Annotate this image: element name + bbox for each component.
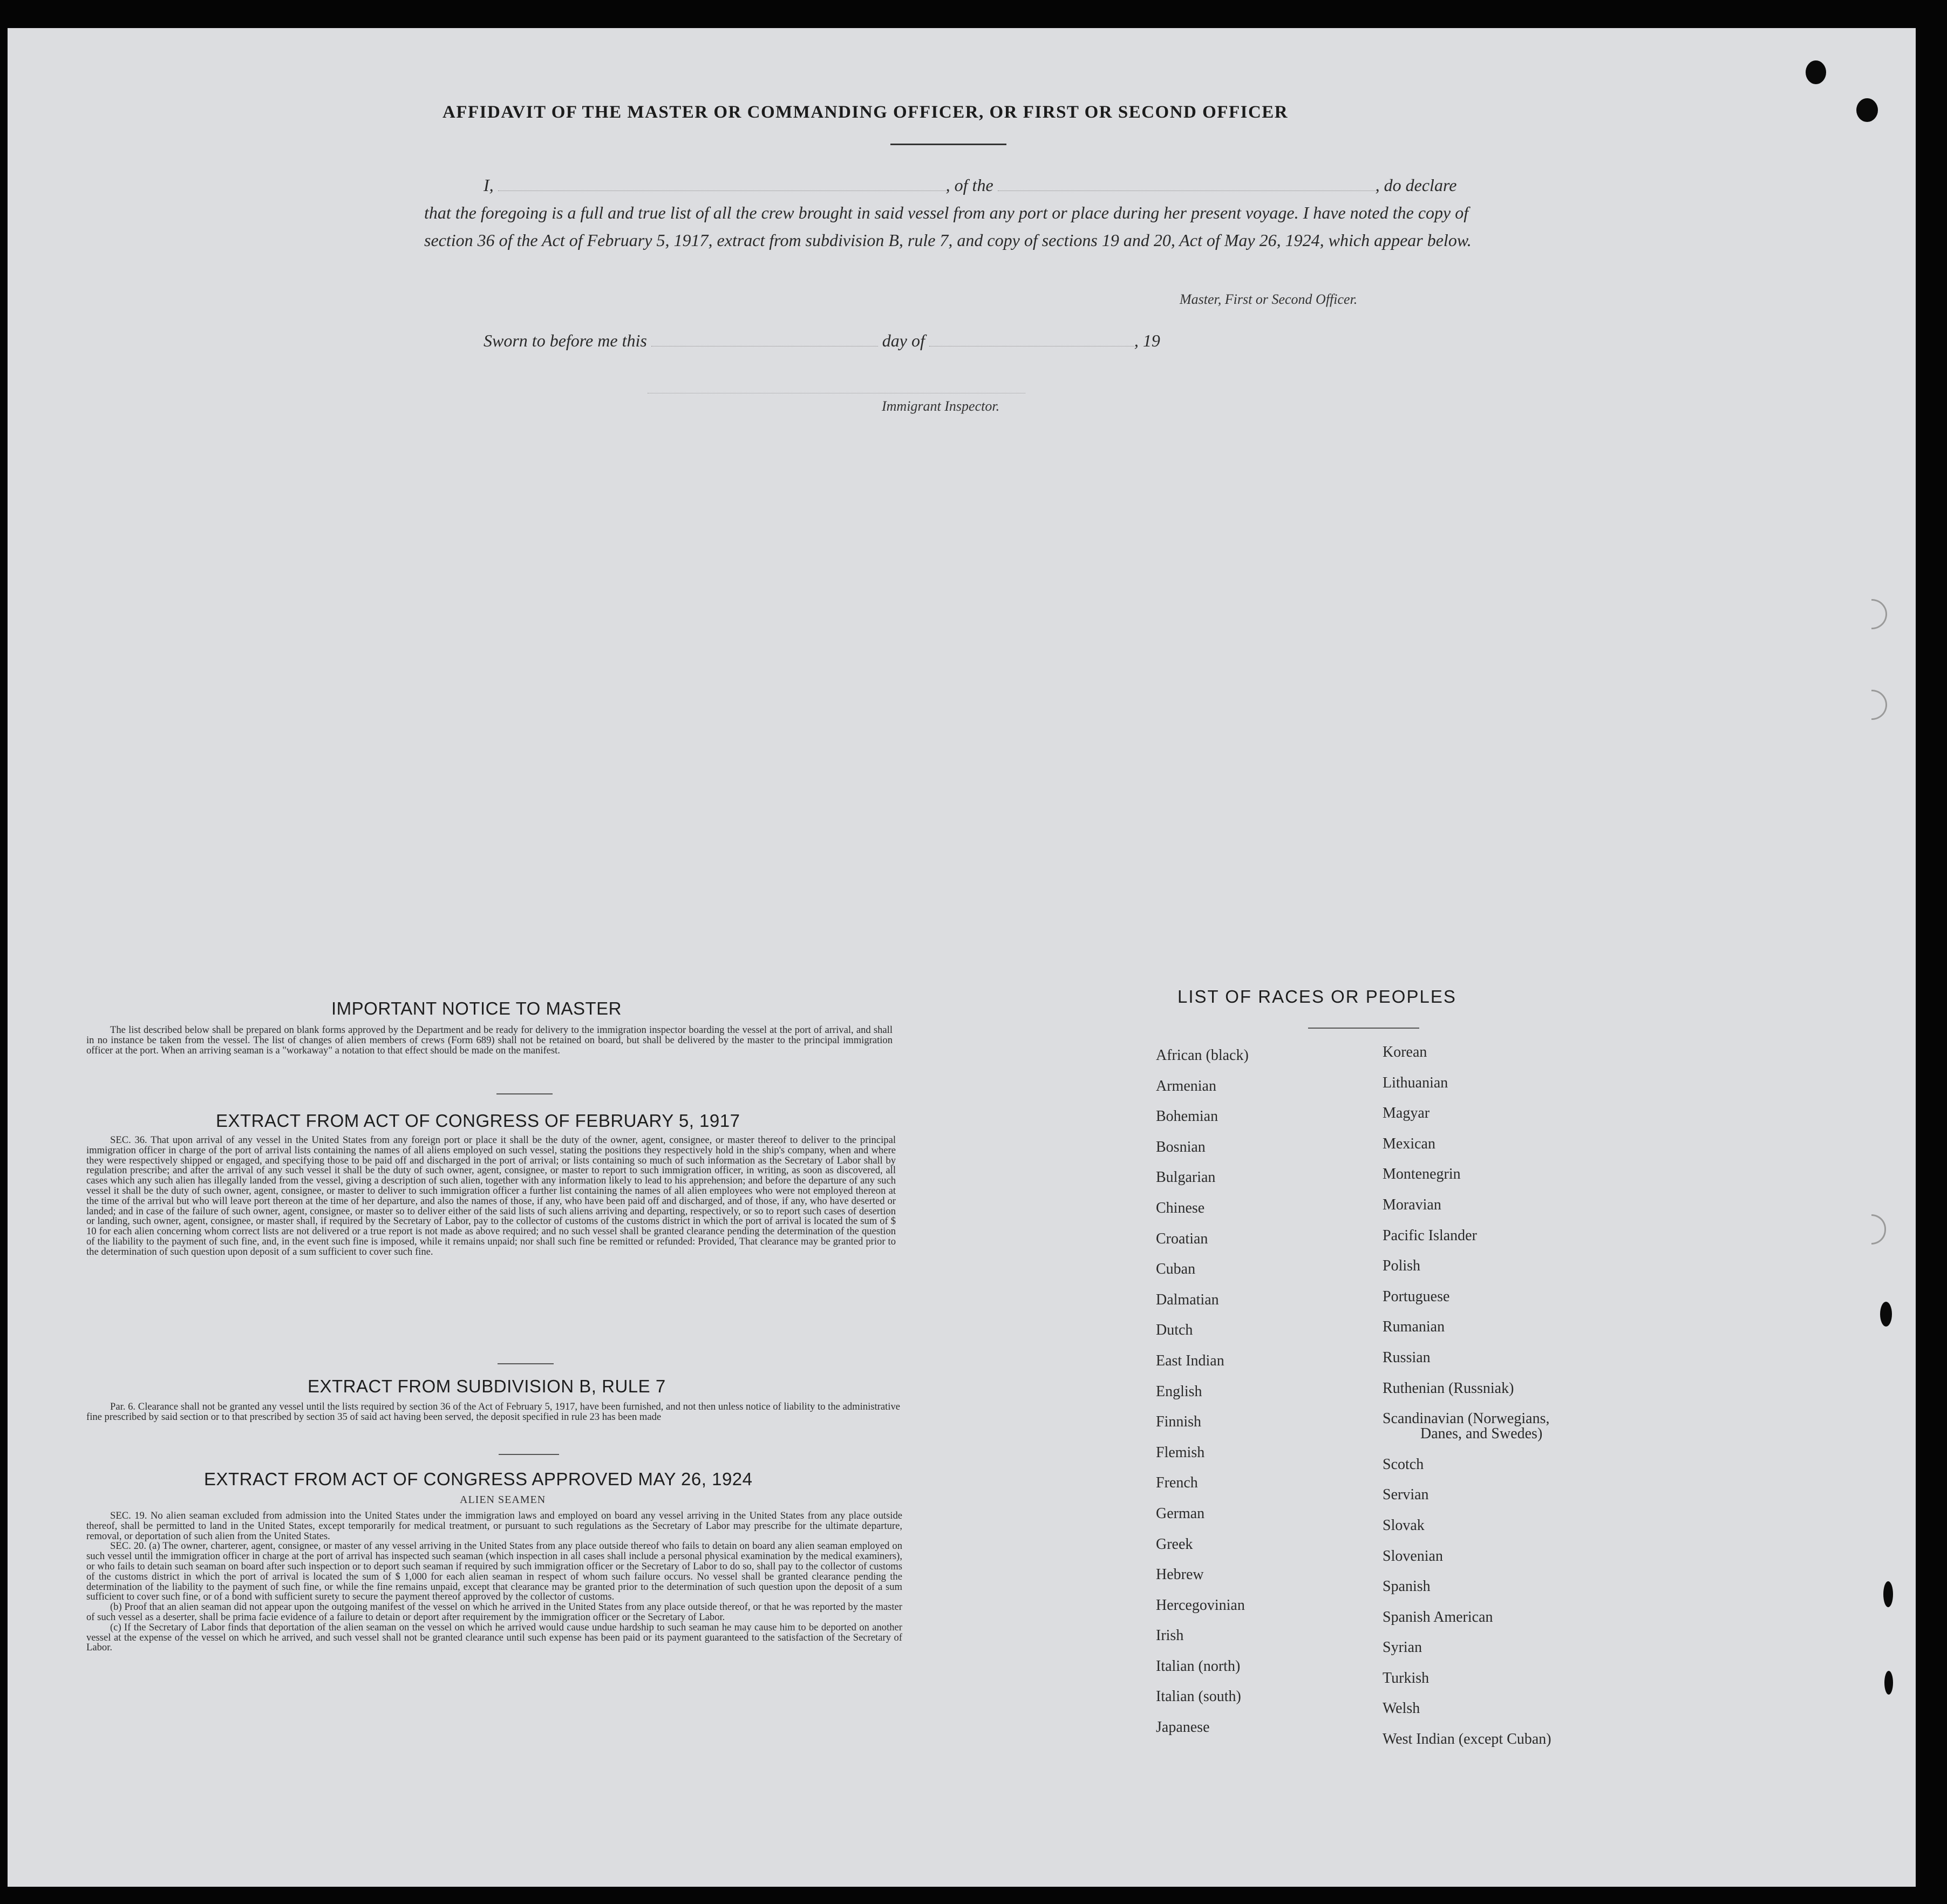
races-left-column — [1156, 1047, 1249, 1750]
punch-hole-mark — [1856, 98, 1878, 122]
sworn-label: Sworn to before me this — [484, 331, 647, 350]
race-item: Danes, and Swedes) — [1420, 1425, 1543, 1443]
section-19: SEC. 19. No alien seaman excluded from admission into the United States under the immigration laws and employed on board any vessel arriving in the United States from any place outside thereof, shall be permitted to land in the United States, except temporarily for medical treatment, or pursuant to such regulations as the Secretary of Labor may prescribe for the ultimate departure, removal, or deportation of such alien from the United States. — [86, 1510, 902, 1542]
race-item: Moravian — [1383, 1196, 1441, 1213]
extract-1917-body: SEC. 36. That upon arrival of any vessel in the United States from any foreign port or place it shall be the duty of the owner, agent, consignee, or master thereof to deliver to the principal immigration officer in charge of the port of arrival lists containing the names of all aliens employed on such vessel, stating the positions they respectively hold in the ship's company, when and where they were respectively shipped or engaged, and specifying those to be paid off and discharged in the port of arrival; or lists containing so much of such information as the Secretary of Labor shall by regulation prescribe; and after the arrival of any such vessel it shall be the duty of such owner, agent, consignee, or master to report to such immigration officer, in writing, as soon as discovered, all cases which any such alien has illegally landed from the vessel, giving a description of such alien, together with any information likely to lead to his apprehension; and before the departure of any such vessel it shall be the duty of such owner, agent, consignee, or master to deliver to such immigration officer a further list containing the names of all alien employees who were not employed thereon at the time of the arrival but who will leave port thereon at the time of her departure, and also the names of those, if any, who have been paid off and discharged, and of those, if any, who have deserted or landed; and in case of the failure of such owner, agent, consignee, or master so to deliver either of the said lists of such aliens arriving and departing, respectively, or so to report such cases of desertion or landing, such owner, agent, consignee, or master shall, if required by the Secretary of Labor, pay to the collector of customs of the customs district in which the port of arrival is located the sum of $ 10 for each alien concerning whom correct lists are not delivered or a true report is not made as above required; and no such vessel shall be granted clearance pending the determination of the question of the liability to the payment of such fine, and, in the event such fine is imposed, while it remains unpaid; nor shall such fine be remitted or refunded: Provided, That clearance may be granted prior to the determination of such question upon deposit of a sum sufficient to cover such fine. — [86, 1134, 896, 1257]
punch-hole-mark — [1880, 1302, 1892, 1327]
race-item: Slovenian — [1383, 1547, 1443, 1565]
race-item: Armenian — [1156, 1077, 1216, 1094]
extract-1917-title: EXTRACT FROM ACT OF CONGRESS OF FEBRUARY 5, 1917 — [216, 1111, 740, 1131]
race-item: French — [1156, 1474, 1198, 1492]
race-item: Flemish — [1156, 1444, 1205, 1461]
race-item: Finnish — [1156, 1413, 1202, 1431]
sworn-month-field[interactable] — [929, 329, 1134, 346]
affidavit-title: AFFIDAVIT OF THE MASTER OR COMMANDING OFFICER, OR FIRST OR SECOND OFFICER — [443, 103, 1289, 122]
section-20b: (b) Proof that an alien seaman did not appear upon the outgoing manifest of the vessel on which he arrived in the United States from any place outside thereof, or that he was reported by the master of such vessel as a deserter, shall be prima facie evidence of a failure to detain or deport after requirement by the immigration officer or the Secretary of Labor. — [86, 1601, 902, 1623]
notice-body: The list described below shall be prepared on blank forms approved by the Department and be ready for delivery to the immigration inspector boarding the vessel at the port of arrival, and shall in no instance be taken from the vessel. The list of changes of alien members of crews (Form 689) shall not be retained on board, but shall be delivered by the master to the principal immigration officer at the port. When an arriving seaman is a "workaway" a notation to that effect should be made on the manifest. — [86, 1024, 893, 1056]
race-item: Korean — [1383, 1044, 1427, 1060]
race-item: Croatian — [1156, 1230, 1208, 1247]
section-divider — [496, 1093, 553, 1094]
race-item: Ruthenian (Russniak) — [1383, 1379, 1514, 1397]
of-the-label: , of the — [945, 175, 993, 195]
race-item: East Indian — [1156, 1352, 1224, 1369]
notice-title: IMPORTANT NOTICE TO MASTER — [331, 998, 622, 1018]
race-item: Italian (north) — [1156, 1657, 1241, 1675]
race-item: Russian — [1383, 1349, 1431, 1366]
do-declare-label: , do declare — [1375, 175, 1457, 195]
race-item: Italian (south) — [1156, 1688, 1241, 1705]
race-item: Turkish — [1383, 1669, 1429, 1687]
race-item: German — [1156, 1505, 1205, 1522]
race-item: Bohemian — [1156, 1108, 1218, 1125]
vessel-field[interactable] — [998, 173, 1376, 191]
race-item: Montenegrin — [1383, 1166, 1461, 1183]
signer-label: Master, First or Second Officer. — [1180, 291, 1358, 307]
race-item: Spanish — [1383, 1578, 1431, 1595]
race-item: Magyar — [1383, 1105, 1430, 1122]
race-item: Dalmatian — [1156, 1291, 1219, 1308]
race-item: Lithuanian — [1383, 1074, 1448, 1091]
race-item: Welsh — [1383, 1700, 1420, 1717]
section-20a: SEC. 20. (a) The owner, charterer, agent, consignee, or master of any vessel arriving in the United States from any place outside thereof who fails to detain on board any alien seaman employed on such vessel until the immigration officer in charge at the port of arrival has inspected such seaman (which inspection in all cases shall include a personal physical examination by the medical examiners), or who fails to detain such seaman on board after such inspection or to deport such seaman if required by such immigration officer or the Secretary of Labor to do so, shall pay to the collector of customs of the customs district in which the port of arrival is located the sum of $ 1,000 for each alien seaman in respect of whom such failure occurs. No vessel shall be granted clearance pending the determination of the liability to the payment of such fine, or while the fine remains unpaid, except that clearance may be granted prior to the determination of such question upon the deposit of a sum sufficient to cover such fine, or of a bond with sufficient surety to secure the payment thereof approved by the collector of customs. — [86, 1540, 902, 1603]
race-item: Dutch — [1156, 1322, 1193, 1339]
race-item: Japanese — [1156, 1719, 1210, 1736]
declaration-line — [424, 172, 1482, 199]
race-item: Bulgarian — [1156, 1169, 1216, 1186]
section-20c: (c) If the Secretary of Labor finds that deportation of the alien seaman on the vessel on which he arrived would cause undue hardship to such seaman he may cause him to be deported on another vessel at the expense of the vessel on which he arrived, and such vessel shall not be granted clearance until such expense has been paid or its payment guaranteed to the satisfaction of the Secretary of Labor. — [86, 1621, 902, 1654]
race-item: Cuban — [1156, 1261, 1196, 1278]
race-item: English — [1156, 1383, 1202, 1400]
inspector-label: Immigrant Inspector. — [882, 398, 1000, 414]
race-item: Bosnian — [1156, 1138, 1206, 1155]
race-item: Pacific Islander — [1383, 1227, 1477, 1244]
title-divider — [890, 144, 1006, 145]
extract-rule7-body: Par. 6. Clearance shall not be granted any vessel until the lists required by section 36 of the Act of February 5, 1917, have been furnished, and not then unless notice of liability to the administrative fine prescribed by said section or to that prescribed by section 35 of said act having been served, the deposit specified in rule 23 has been made — [86, 1401, 900, 1423]
races-divider — [1308, 1028, 1419, 1029]
race-item: Spanish American — [1383, 1608, 1493, 1626]
race-item: Scotch — [1383, 1456, 1424, 1473]
race-item: Portuguese — [1383, 1288, 1450, 1305]
race-item: Syrian — [1383, 1639, 1422, 1656]
race-item: Chinese — [1156, 1199, 1205, 1216]
extract-1924-subtitle: ALIEN SEAMEN — [460, 1494, 546, 1506]
race-item: West Indian (except Cuban) — [1383, 1731, 1551, 1748]
race-item: Hercegovinian — [1156, 1596, 1245, 1614]
race-item: Hebrew — [1156, 1566, 1204, 1583]
punch-hole-mark — [1806, 60, 1826, 84]
day-of-label: day of — [882, 331, 925, 350]
extract-rule7-title: EXTRACT FROM SUBDIVISION B, RULE 7 — [308, 1376, 666, 1396]
races-title: LIST OF RACES OR PEOPLES — [1177, 987, 1456, 1007]
race-item: Greek — [1156, 1535, 1193, 1553]
extract-1924-body — [86, 1511, 902, 1653]
i-label: I, — [484, 175, 494, 195]
section-divider — [499, 1454, 559, 1455]
declaration-body: that the foregoing is a full and true list of all the crew brought in said vessel from any port or place during her present voyage. I have noted the copy of section 36 of the Act of February 5, 1917, extract from subdivision B, rule 7, and copy of sections 19 and 20, Act of May 26, 1924, which appear below. — [424, 203, 1472, 250]
affidavit-declaration — [424, 172, 1482, 254]
name-field[interactable] — [498, 173, 946, 191]
race-item: African (black) — [1156, 1047, 1249, 1064]
punch-hole-mark — [1884, 1671, 1893, 1695]
race-item: Irish — [1156, 1627, 1184, 1644]
race-item: Rumanian — [1383, 1318, 1445, 1336]
race-item: Slovak — [1383, 1517, 1425, 1534]
year-prefix-label: , 19 — [1134, 331, 1160, 350]
sworn-day-field[interactable] — [651, 329, 878, 346]
race-item: Mexican — [1383, 1135, 1435, 1152]
races-right-column — [1383, 1044, 1551, 1762]
race-item: Scandinavian (Norwegians, — [1383, 1410, 1550, 1427]
race-item: Servian — [1383, 1486, 1429, 1504]
race-item: Polish — [1383, 1257, 1421, 1275]
section-divider — [498, 1363, 554, 1364]
punch-hole-mark — [1883, 1581, 1893, 1607]
sworn-line — [424, 327, 1160, 355]
extract-1924-title: EXTRACT FROM ACT OF CONGRESS APPROVED MAY 26, 1924 — [204, 1469, 753, 1489]
